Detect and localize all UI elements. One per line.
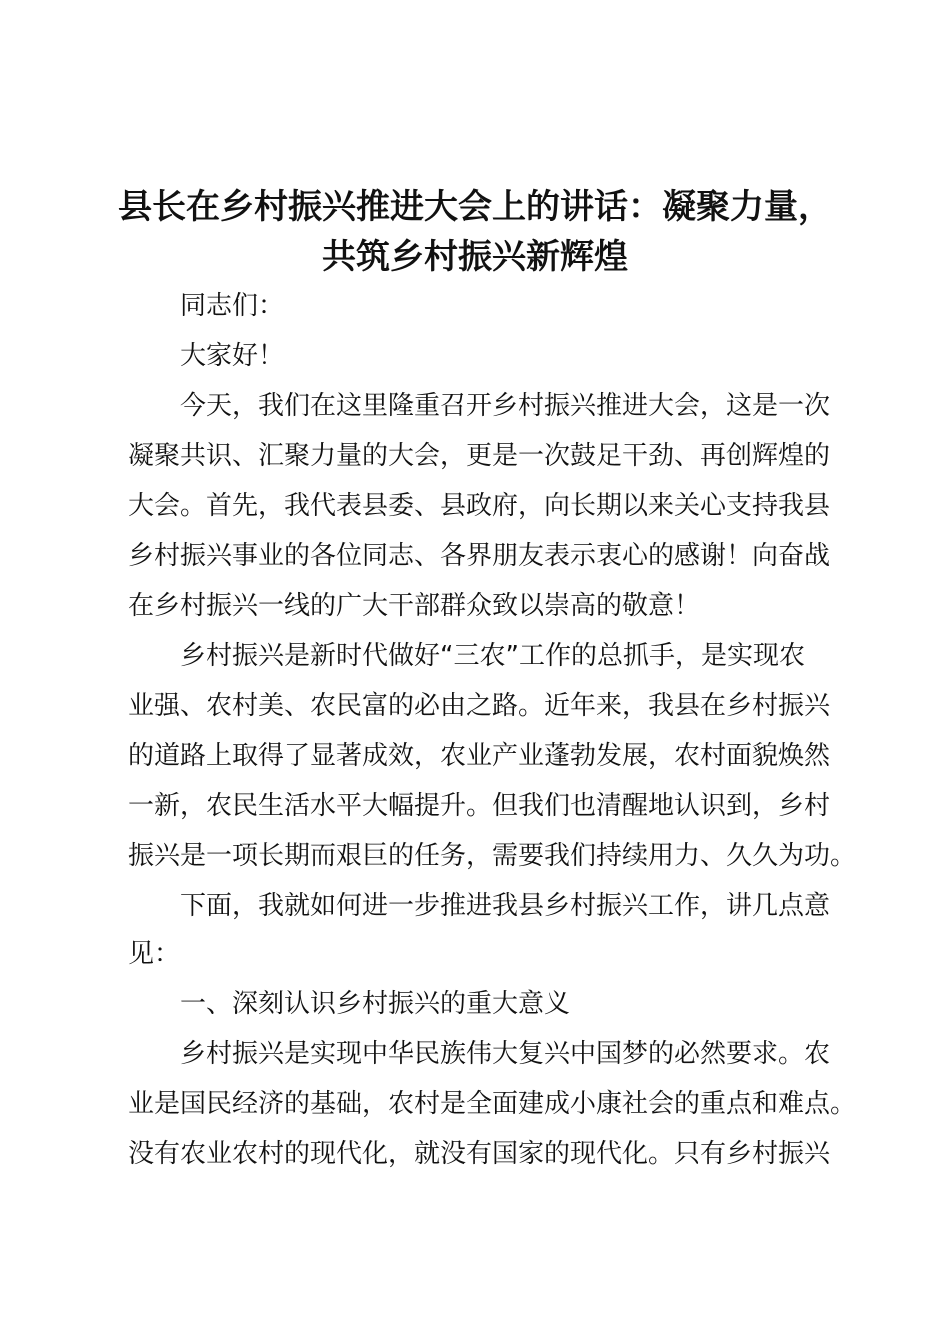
salutation: 同志们：	[180, 291, 285, 321]
paragraph-line: 今天，我们在这里隆重召开乡村振兴推进大会，这是一次	[180, 391, 831, 421]
paragraph-line: 在乡村振兴一线的广大干部群众致以崇高的敬意！	[128, 591, 701, 621]
paragraph-line: 下面，我就如何进一步推进我县乡村振兴工作，讲几点意	[180, 891, 831, 921]
section-heading: 一、深刻认识乡村振兴的重大意义	[180, 989, 571, 1019]
paragraph-line: 大会。首先，我代表县委、县政府，向长期以来关心支持我县	[128, 491, 831, 521]
paragraph-line: 乡村振兴事业的各位同志、各界朋友表示衷心的感谢！向奋战	[128, 541, 831, 571]
paragraph-line: 业强、农村美、农民富的必由之路。近年来，我县在乡村振兴	[128, 691, 831, 721]
paragraph-line: 乡村振兴是实现中华民族伟大复兴中国梦的必然要求。农	[180, 1039, 831, 1069]
paragraph-line: 见：	[128, 939, 181, 969]
paragraph-line: 没有农业农村的现代化，就没有国家的现代化。只有乡村振兴	[128, 1139, 831, 1169]
paragraph-line: 乡村振兴是新时代做好“三农”工作的总抓手，是实现农	[180, 641, 805, 671]
paragraph-line: 业是国民经济的基础，农村是全面建成小康社会的重点和难点。	[128, 1089, 857, 1119]
document-title-line-1: 县长在乡村振兴推进大会上的讲话：凝聚力量，	[118, 187, 832, 227]
greeting: 大家好！	[180, 341, 285, 371]
document-title-line-2: 共筑乡村振兴新辉煌	[322, 237, 628, 277]
paragraph-line: 振兴是一项长期而艰巨的任务，需要我们持续用力、久久为功。	[128, 841, 857, 871]
paragraph-line: 一新，农民生活水平大幅提升。但我们也清醒地认识到，乡村	[128, 791, 831, 821]
paragraph-line: 凝聚共识、汇聚力量的大会，更是一次鼓足干劲、再创辉煌的	[128, 441, 831, 471]
paragraph-line: 的道路上取得了显著成效，农业产业蓬勃发展，农村面貌焕然	[128, 741, 831, 771]
